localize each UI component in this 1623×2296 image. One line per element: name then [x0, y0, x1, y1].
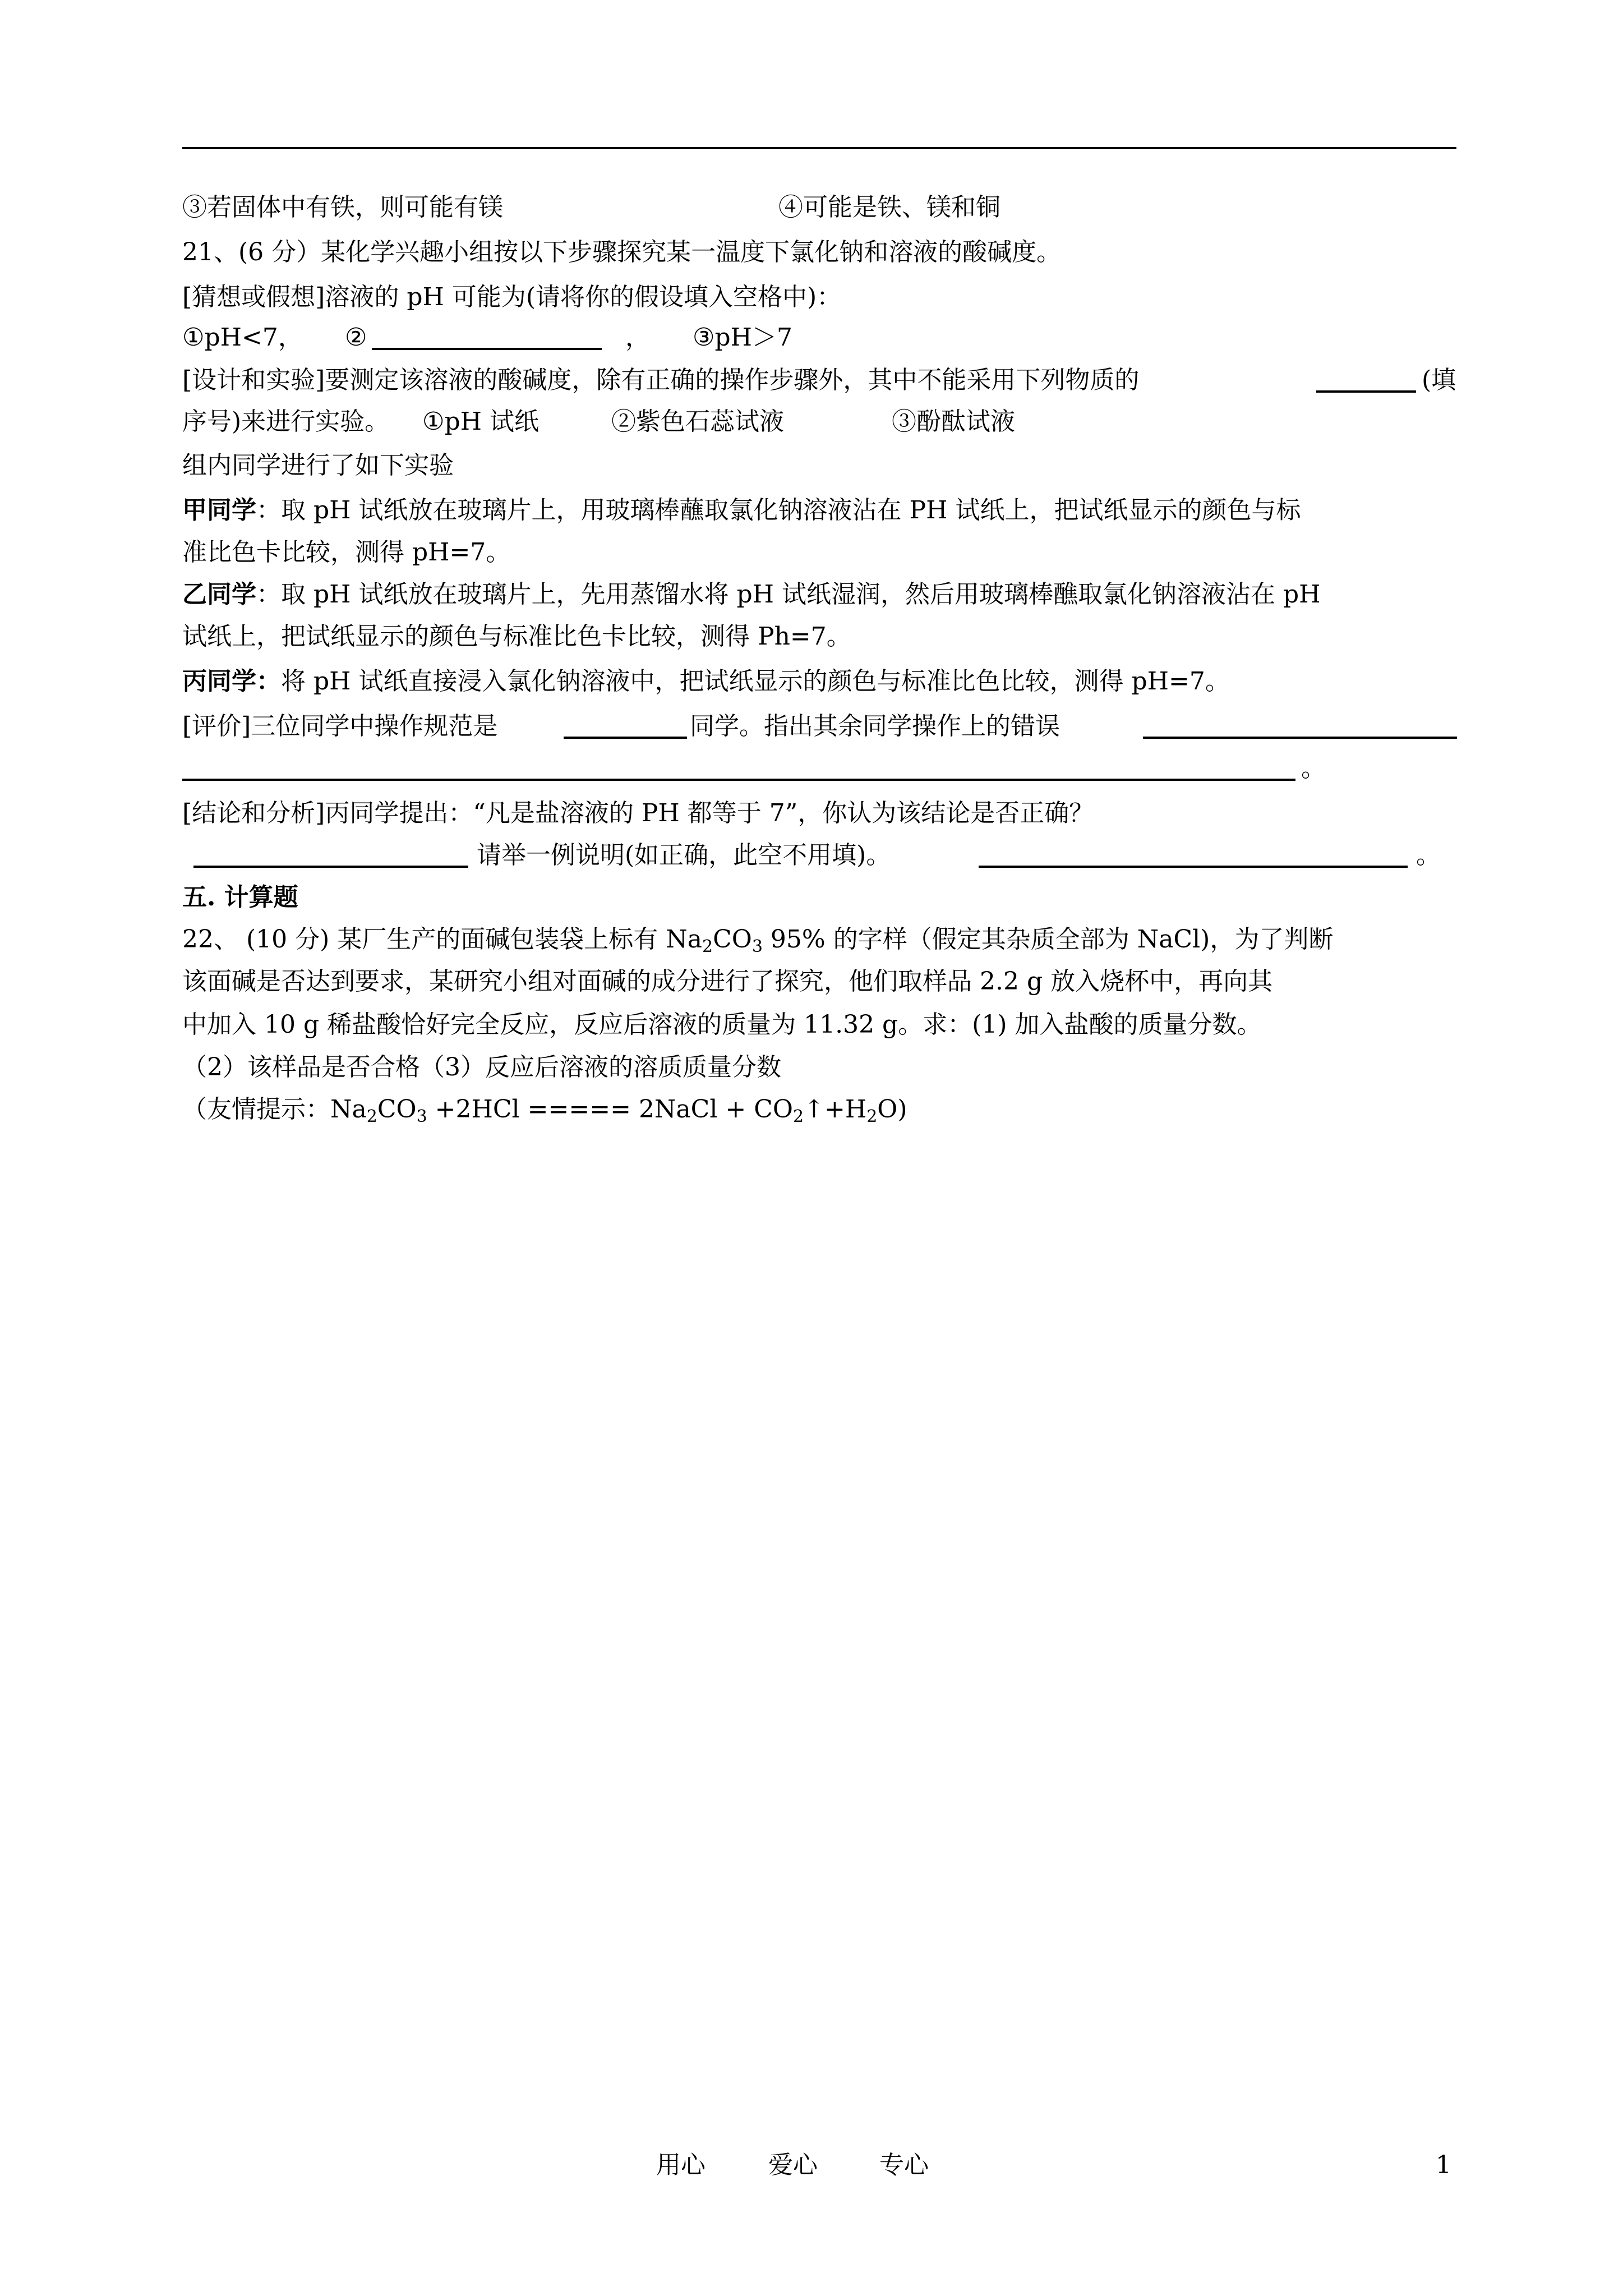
design-end: (填 [1422, 366, 1456, 394]
q22-text-c: 95% 的字样（假定其杂质全部为 NaCl)，为了判断 [762, 925, 1334, 954]
option-3: ③若固体中有铁，则可能有镁 [182, 193, 503, 222]
hypothesis-2-prefix: ② [345, 323, 367, 352]
q21-title: 21、(6 分）某化学兴趣小组按以下步骤探究某一温度下氯化钠和溶液的酸碱度。 [182, 238, 1062, 266]
hint-text-c: +2HCl ===== 2NaCl + CO [427, 1095, 793, 1124]
hint-sub-4: 2 [866, 1107, 878, 1126]
yi-line2: 试纸上，把试纸显示的颜色与标准比色卡比较，测得 Ph=7。 [182, 622, 851, 651]
hint-sub-2: 3 [416, 1107, 427, 1126]
q22-text-b: CO [713, 925, 752, 954]
design-blank[interactable] [1316, 364, 1416, 393]
q22-hint [182, 1093, 1467, 1134]
hint-sub-3: 2 [792, 1107, 804, 1126]
q21-hypothesis: [猜想或假想]溶液的 pH 可能为(请将你的假设填入空格中)： [182, 283, 842, 311]
bing-line [182, 665, 1467, 698]
jia-line2: 准比色卡比较，测得 pH=7。 [182, 538, 511, 567]
q22-text-a: 22、 (10 分) 某厂生产的面碱包装袋上标有 Na [182, 925, 702, 954]
eval-blank-errors-1[interactable] [1143, 710, 1457, 739]
reagent-2: ②紫色石蕊试液 [611, 407, 784, 436]
hint-text-d: ↑+H [804, 1095, 867, 1124]
option-4: ④可能是铁、镁和铜 [778, 193, 1000, 222]
jia-label: 甲同学 [182, 496, 256, 524]
bing-label: 丙同学： [182, 667, 281, 696]
page-number: 1 [1436, 2151, 1451, 2179]
eval-text-a: [评价]三位同学中操作规范是 [182, 712, 498, 740]
header-rule [182, 147, 1456, 149]
reagent-1: ①pH 试纸 [422, 407, 539, 436]
footer-motto-2: 爱心 [768, 2151, 818, 2179]
q22-line4: （2）该样品是否合格（3）反应后溶液的溶质质量分数 [182, 1053, 781, 1082]
q22-sub-1: 2 [702, 937, 713, 956]
eval-text-b: 同学。指出其余同学操作上的错误 [690, 712, 1060, 740]
example-text: 请举一例说明(如正确，此空不用填)。 [477, 841, 891, 869]
hint-text-a: （友情提示：Na [182, 1095, 367, 1124]
yi-line1 [182, 578, 1467, 611]
reagent-3: ③酚酞试液 [892, 407, 1015, 436]
hypothesis-3: ③pH＞7 [693, 323, 792, 352]
footer-motto-1: 用心 [656, 2151, 706, 2179]
jia-line1 [182, 494, 1467, 527]
q22-line3: 中加入 10 g 稀盐酸恰好完全反应，反应后溶液的质量为 11.32 g。求：(1) 加入盐酸的质量分数。 [182, 1010, 1262, 1039]
jia-text1: ：取 pH 试纸放在玻璃片上，用玻璃棒蘸取氯化钠溶液沾在 PH 试纸上，把试纸显示的颜色与标 [256, 496, 1301, 524]
hypothesis-2-blank[interactable] [372, 321, 602, 350]
hint-text-b: CO [377, 1095, 417, 1124]
design-start: 序号)来进行实验。 [182, 407, 390, 436]
section-5-heading: 五. 计算题 [182, 883, 298, 912]
hypothesis-1: ①pH<7， [182, 323, 303, 352]
eval-blank-standard[interactable] [564, 710, 687, 739]
eval-end: 。 [1301, 754, 1326, 783]
conclusion-line: [结论和分析]丙同学提出：“凡是盐溶液的 PH 都等于 7”，你认为该结论是否正确？ [182, 799, 1094, 827]
design-text: [设计和实验]要测定该溶液的酸碱度，除有正确的操作步骤外，其中不能采用下列物质的 [182, 366, 1140, 394]
yi-text1: ：取 pH 试纸放在玻璃片上，先用蒸馏水将 pH 试纸湿润，然后用玻璃棒醮取氯化钠溶液沾在 pH [256, 580, 1321, 609]
hint-text-e: O) [877, 1095, 907, 1124]
eval-blank-errors-2[interactable] [182, 752, 1295, 781]
example-end: 。 [1416, 841, 1441, 869]
example-blank[interactable] [979, 839, 1408, 868]
q22-sub-2: 3 [751, 937, 763, 956]
conclusion-blank[interactable] [193, 839, 468, 868]
hint-sub-1: 2 [366, 1107, 377, 1126]
q22-line2: 该面碱是否达到要求，某研究小组对面碱的成分进行了探究，他们取样品 2.2 g 放入烧杯中，再向其 [182, 967, 1273, 996]
q22-line1 [182, 923, 1467, 964]
group-intro: 组内同学进行了如下实验 [182, 451, 454, 480]
yi-label: 乙同学 [182, 580, 256, 609]
hypothesis-2-suffix: ， [625, 323, 650, 352]
footer-motto-3: 专心 [879, 2151, 929, 2179]
bing-text: 将 pH 试纸直接浸入氯化钠溶液中，把试纸显示的颜色与标准比色比较，测得 pH=7。 [281, 667, 1230, 696]
